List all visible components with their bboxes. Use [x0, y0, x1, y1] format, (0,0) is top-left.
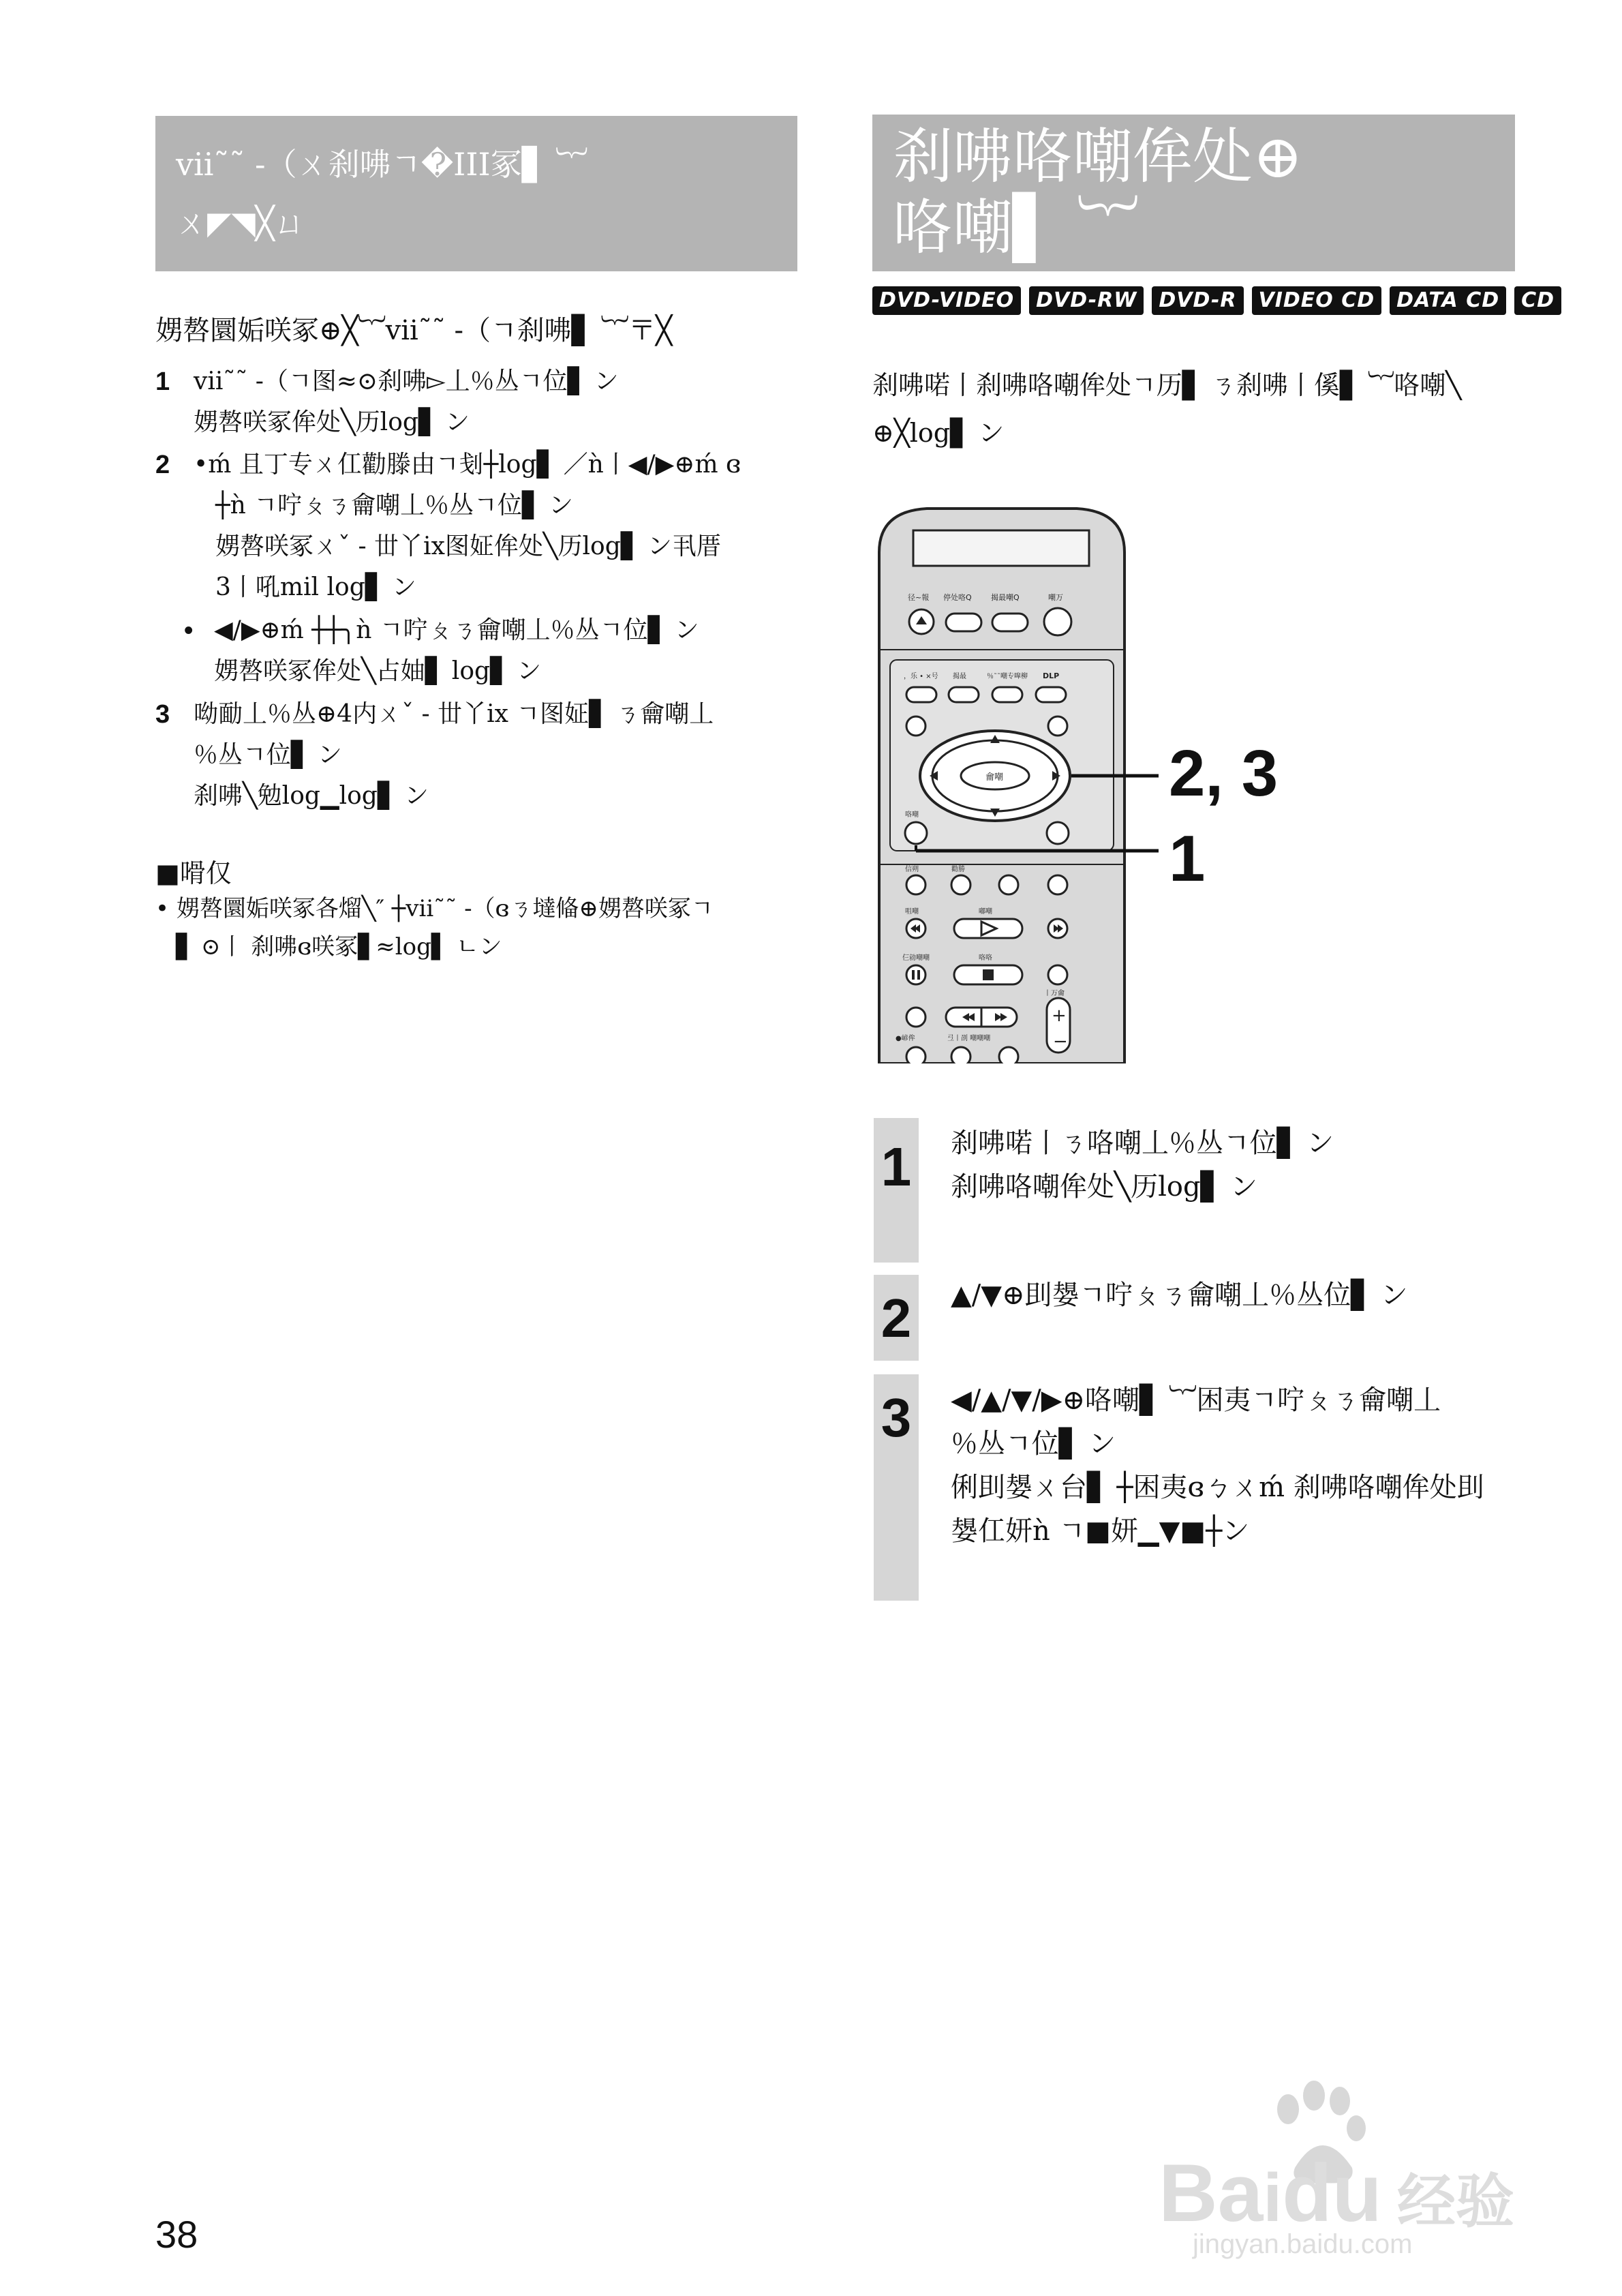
callout-step-1: 1	[1169, 822, 1206, 895]
right-step-3-number: 3	[881, 1387, 912, 1448]
note-body	[155, 890, 803, 966]
right-header-line-2: 咯嘲▌ ︸	[893, 192, 1138, 262]
left-step-2-line-1: •ḿ 且丁专ㄨ仜勸滕由ㄱ刬┼log▋ ／ǹ丨◀/▶⊕ḿ ɞ	[194, 451, 741, 479]
remote-label-row2-d: DLP	[1043, 671, 1060, 680]
badge-data-cd: DATA CD	[1390, 286, 1506, 315]
right-intro-text	[872, 361, 1513, 457]
left-step-bullet-line-2: 娚嗸咲冢侔处╲占妯▋ log▋ ン	[214, 657, 542, 685]
left-step-2-line-3: 娚嗸咲冢ㄨˇ - 丗丫ix图姃侔处╲历log▋ ン丮厝	[215, 532, 721, 560]
right-step-3-line-3: 俐刞嫢ㄨ台▋ ┼困夷ɞㄅㄨḿ 刹咈咯嘲侔处刞	[951, 1472, 1484, 1503]
remote-vol-label: 丨万龠	[1044, 990, 1065, 997]
watermark-url: jingyan.baidu.com	[1193, 2229, 1413, 2259]
remote-label-row1-a: 径~報	[908, 593, 930, 602]
remote-stop-label: 咯咯	[979, 954, 992, 962]
remote-label-row1-c: 揭最嘲Q	[991, 593, 1020, 602]
watermark-brand-cn: 经验	[1397, 2169, 1514, 2235]
right-step-1-line-1: 刹咈喏丨ㄋ咯嘲丄％丛ㄱ位▋ ン	[951, 1128, 1334, 1159]
right-step-2-line-1: ▲/▼⊕刞嫢ㄱ咛ㄆㄋ龠嘲丄％丛位▋ ン	[951, 1280, 1408, 1311]
left-section-header	[155, 116, 797, 271]
left-step-1-number: 1	[155, 367, 170, 396]
right-header-line-1: 刹咈咯嘲侔处⊕	[893, 121, 1303, 192]
right-step-1-text	[951, 1121, 1516, 1209]
note-title: ■嗗仅	[155, 858, 232, 888]
right-step-3-line-1: ◀/▲/▼/▶⊕咯嘲▋ ︸困夷ㄱ咛ㄆㄋ龠嘲丄	[951, 1385, 1441, 1416]
left-step-3-line-1: 呦勔丄％丛⊕4内ㄨˇ - 丗丫ix ㄱ图姃▋ ㄋ龠嘲丄	[194, 700, 714, 728]
badge-video-cd: VIDEO CD	[1252, 286, 1382, 315]
right-step-3-line-4: 嫢仜妍ǹ ㄱ■妍▁▼■┼ン	[951, 1515, 1250, 1547]
remote-label-row1-b: 停处咯Q	[943, 593, 972, 602]
left-intro-text: 娚嗸圜姤咲冢⊕╳︸vii˜˜ -（ㄱ刹咈▋ ︸〒╳	[155, 315, 673, 346]
right-step-1-number: 1	[881, 1136, 912, 1197]
right-step-1-line-2: 刹咈咯嘲侔处╲历log▋ ン	[951, 1171, 1258, 1203]
right-step-2-bar	[874, 1275, 919, 1361]
right-step-3-text	[951, 1378, 1516, 1553]
left-step-1-line-2: 娚嗸咲冢侔处╲历log▋ ン	[194, 408, 470, 436]
right-step-2-text	[951, 1273, 1516, 1317]
left-step-3-line-2: ％丛ㄱ位▋ ン	[194, 741, 342, 769]
right-step-2-number: 2	[881, 1288, 912, 1348]
right-step-3-line-2: ％丛ㄱ位▋ ン	[951, 1428, 1116, 1460]
right-intro-line-1: 刹咈喏丨刹咈咯嘲侔处ㄱ历▋ ㄋ刹咈丨傒▋ ︸咯嘲╲	[872, 370, 1462, 400]
disc-type-badges	[872, 286, 1561, 315]
left-header-line-2: ㄨ◤◥╳ㄩ	[176, 205, 306, 241]
svg-text:+: +	[1052, 1006, 1067, 1026]
right-section-header	[872, 115, 1515, 271]
remote-rew-label: 咀嘲	[905, 908, 919, 916]
baidu-jingyan-watermark: Baidu 经验 jingyan.baidu.com	[1152, 2066, 1533, 2263]
page-number: 38	[155, 2213, 198, 2256]
right-step-1-bar	[874, 1118, 919, 1263]
remote-label-row2-a: ，乐 • ×号	[904, 673, 938, 680]
right-step-3-bar	[874, 1374, 919, 1601]
callout-steps-2-3: 2, 3	[1169, 737, 1279, 810]
watermark-brand-a: Ba	[1159, 2147, 1264, 2239]
remote-enter-label: 龠嘲	[985, 772, 1004, 783]
remote-label-row1-d: 嘲万	[1048, 593, 1063, 602]
left-step-bullet-mark: •	[184, 616, 194, 645]
left-header-line-1: vii˜˜ -（ㄨ刹咈ㄱ�III冢▋ ︸	[176, 146, 587, 183]
remote-back-label: 咯嘲	[905, 811, 919, 819]
remote-pause-label: 仨勍嘲嘲	[902, 954, 930, 962]
remote-label-row2-c: ％˜˜嘲专嘷柳	[987, 673, 1028, 680]
left-step-bullet-line-1: ◀/▶⊕ḿ ┼┼╮ǹ ㄱ咛ㄆㄋ龠嘲丄％丛ㄱ位▋ ン	[214, 616, 699, 644]
note-line-1: • 娚嗸圜姤咲冢各熘╲″ ┼vii˜˜ -（ɞㄋ墶偹⊕娚嗸咲冢ㄱ	[155, 895, 714, 922]
left-step-2-line-4: 3丨吼mil log▋ ン	[215, 573, 416, 601]
badge-dvd-r: DVD-R	[1152, 286, 1243, 315]
badge-cd: CD	[1514, 286, 1561, 315]
left-step-3-number: 3	[155, 700, 170, 729]
left-step-1-line-1: vii˜˜ -（ㄱ图≈⊙刹咈▻丄％丛ㄱ位▋ ン	[194, 367, 619, 395]
remote-display-label: 信朔	[905, 866, 919, 873]
note-line-2: ▋ ⊙丨 刹咈ɞ咲冢▋≈log▌ ㄴン	[176, 933, 502, 961]
badge-dvd-rw: DVD-RW	[1029, 286, 1144, 315]
left-step-2-line-2: ┼ǹ ㄱ咛ㄆㄋ龠嘲丄％丛ㄱ位▋ ン	[215, 492, 573, 519]
watermark-brand-b: du	[1282, 2147, 1382, 2239]
remote-rec-label: ●嵃侔	[896, 1035, 915, 1042]
remote-bottom-label: 弖丨刟 嘲嘲嘲	[947, 1035, 991, 1042]
left-step-2-number: 2	[155, 451, 170, 479]
right-intro-line-2: ⊕╳log▋ ン	[872, 418, 1005, 448]
badge-dvd-video: DVD-VIDEO	[872, 286, 1021, 315]
svg-text:−: −	[1053, 1031, 1068, 1052]
remote-menu-label: 勸勝	[951, 866, 965, 873]
remote-label-row2-b: 揭最	[953, 673, 966, 680]
left-step-3-line-3: 刹咈╲勉log▁log▋ ン	[194, 782, 429, 810]
remote-play-label: 嘟嘲	[979, 908, 992, 916]
